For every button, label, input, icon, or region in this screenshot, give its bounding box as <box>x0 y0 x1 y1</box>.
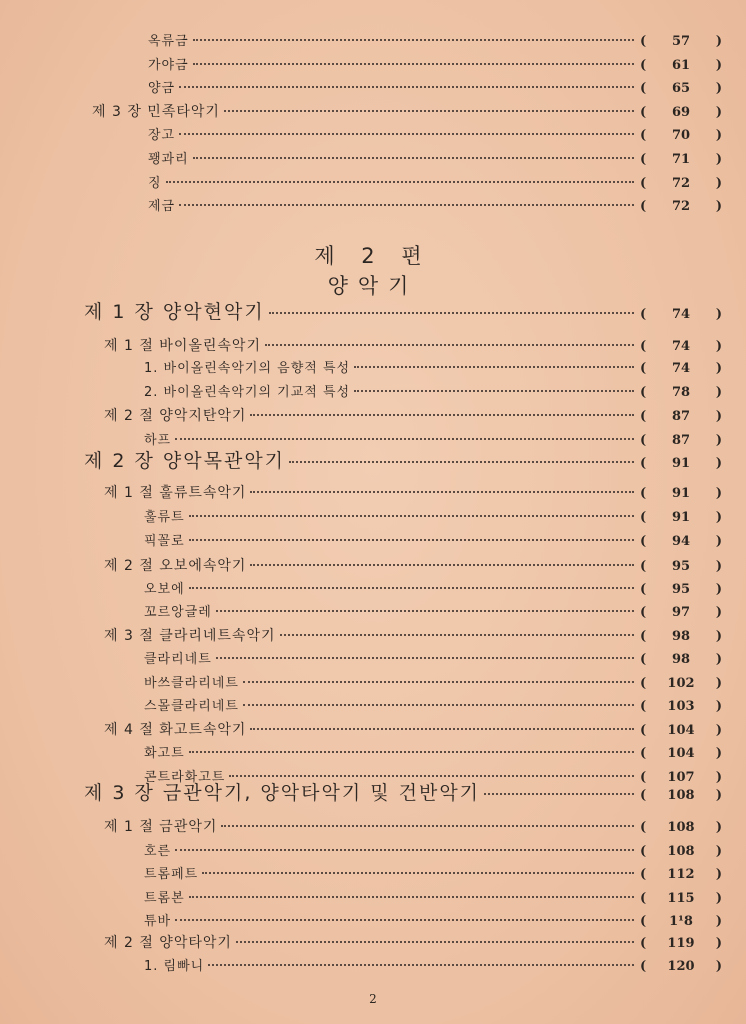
toc-page-ref <box>640 409 722 424</box>
toc-entry-label: 제 1 절 훌류트속악기 <box>104 485 247 501</box>
toc-entry-label: 제 1 장 양악현악기 <box>84 301 265 323</box>
paren-close: ) <box>715 746 722 761</box>
toc-page-ref <box>640 867 722 882</box>
paren-open: ( <box>640 433 647 448</box>
paren-close: ) <box>715 105 722 120</box>
toc-entry <box>84 446 722 473</box>
paren-close: ) <box>715 456 722 471</box>
dot-leader <box>189 539 634 541</box>
toc-entry <box>144 357 722 376</box>
toc-page-ref <box>640 361 722 376</box>
toc-entry <box>144 381 722 400</box>
toc-entry-label: 바쓰클라리네트 <box>144 676 239 691</box>
toc-page-ref <box>640 629 722 644</box>
toc-page-number: 120 <box>667 959 695 974</box>
toc-entry-label: 제 3 장 금관악기, 양악타악기 및 건반악기 <box>84 782 481 804</box>
dot-leader <box>175 849 634 851</box>
toc-entry <box>144 840 722 859</box>
part-number: 제 2 편 <box>314 244 432 268</box>
toc-entry <box>148 148 722 167</box>
dot-leader <box>243 704 634 706</box>
dot-leader <box>179 86 634 88</box>
toc-page-ref <box>640 914 722 929</box>
toc-page-number: 98 <box>671 652 691 667</box>
paren-close: ) <box>715 534 722 549</box>
toc-entry-label: 징 <box>148 176 162 191</box>
paren-open: ( <box>640 339 647 354</box>
toc-page-number: 95 <box>671 559 691 574</box>
paren-open: ( <box>640 629 647 644</box>
paren-open: ( <box>640 723 647 738</box>
toc-page-number: 102 <box>667 676 695 691</box>
toc-page-ref <box>640 746 722 761</box>
dot-leader <box>289 461 634 463</box>
toc-entry <box>104 719 722 739</box>
paren-close: ) <box>715 723 722 738</box>
toc-entry <box>104 555 722 575</box>
part-title: 양악기 <box>327 274 419 298</box>
toc-entry-label: 훌류트 <box>144 510 185 525</box>
toc-page-ref <box>640 307 722 322</box>
toc-page-number: 98 <box>671 629 691 644</box>
toc-page-ref <box>640 176 722 191</box>
toc-entry <box>144 506 722 525</box>
dot-leader <box>189 587 634 589</box>
paren-open: ( <box>640 152 647 167</box>
paren-open: ( <box>640 652 647 667</box>
toc-entry-label: 제 1 절 금관악기 <box>104 819 218 835</box>
paren-close: ) <box>715 959 722 974</box>
dot-leader <box>189 896 634 898</box>
toc-entry-label: 꼬르앙글레 <box>144 605 212 620</box>
paren-close: ) <box>715 891 722 906</box>
paren-close: ) <box>715 199 722 214</box>
toc-page-ref <box>640 456 722 471</box>
toc-page-number: 112 <box>667 867 695 882</box>
toc-entry-label: 제 2 절 양악지탄악기 <box>104 408 247 424</box>
page-number: 2 <box>369 992 377 1006</box>
paren-close: ) <box>715 652 722 667</box>
toc-entry <box>104 335 722 355</box>
paren-open: ( <box>640 58 647 73</box>
toc-page-number: 71 <box>671 152 691 167</box>
toc-entry-label: 제 2 절 양악타악기 <box>104 935 232 951</box>
toc-page-number: 108 <box>667 844 695 859</box>
paren-close: ) <box>715 770 722 785</box>
toc-entry <box>148 30 722 49</box>
dot-leader <box>269 312 634 314</box>
toc-page-ref <box>640 723 722 738</box>
toc-entry-label: 트롬페트 <box>144 867 199 882</box>
toc-entry-label: 가야금 <box>148 58 189 73</box>
paren-open: ( <box>640 844 647 859</box>
toc-entry <box>148 172 722 191</box>
paren-close: ) <box>715 788 722 803</box>
dot-leader <box>250 564 634 566</box>
toc-page-number: 91 <box>671 456 691 471</box>
paren-open: ( <box>640 176 647 191</box>
toc-entry-label: 제 2 장 양악목관악기 <box>84 450 286 472</box>
toc-entry <box>148 54 722 73</box>
paren-close: ) <box>715 559 722 574</box>
toc-entry <box>144 863 722 882</box>
toc-entry <box>144 910 722 929</box>
toc-entry <box>104 625 722 645</box>
toc-page-ref <box>640 788 722 803</box>
paren-close: ) <box>715 385 722 400</box>
toc-entry-label: 화고트 <box>144 746 185 761</box>
toc-page-number: 74 <box>671 307 691 322</box>
toc-entry-label: 옥류금 <box>148 34 189 49</box>
toc-entry <box>104 816 722 836</box>
toc-page-number: 78 <box>671 385 691 400</box>
dot-leader <box>189 515 634 517</box>
toc-page-number: 72 <box>671 176 691 191</box>
toc-page-number: 65 <box>671 81 691 96</box>
toc-page-ref <box>640 128 722 143</box>
paren-open: ( <box>640 486 647 501</box>
paren-close: ) <box>715 844 722 859</box>
paren-open: ( <box>640 105 647 120</box>
toc-entry-label: 오보에 <box>144 582 185 597</box>
toc-entry-label: 픽꼴로 <box>144 534 185 549</box>
paren-open: ( <box>640 891 647 906</box>
dot-leader <box>175 438 634 440</box>
toc-entry-label: 호른 <box>144 844 172 859</box>
dot-leader <box>193 39 634 41</box>
paren-open: ( <box>640 959 647 974</box>
toc-page-number: 91 <box>671 510 691 525</box>
toc-page-ref <box>640 385 722 400</box>
dot-leader <box>250 414 634 416</box>
toc-page-number: 108 <box>667 788 695 803</box>
toc-entry <box>144 695 722 714</box>
toc-page-number: 74 <box>671 361 691 376</box>
toc-entry-label: 콘트라화고트 <box>144 770 226 785</box>
toc-page-ref <box>640 559 722 574</box>
toc-page-ref <box>640 105 722 120</box>
toc-entry-label: 제 3 장 민족타악기 <box>92 104 220 120</box>
paren-open: ( <box>640 582 647 597</box>
dot-leader <box>354 390 634 392</box>
toc-entry <box>144 672 722 691</box>
paren-open: ( <box>640 936 647 951</box>
paren-open: ( <box>640 128 647 143</box>
toc-entry <box>144 578 722 597</box>
toc-entry <box>148 195 722 214</box>
toc-page-ref <box>640 81 722 96</box>
dot-leader <box>280 634 635 636</box>
toc-entry-label: 제 4 절 화고트속악기 <box>104 722 247 738</box>
dot-leader <box>484 793 634 795</box>
toc-page-ref <box>640 510 722 525</box>
paren-open: ( <box>640 534 647 549</box>
dot-leader <box>236 941 634 943</box>
paren-open: ( <box>640 788 647 803</box>
paren-open: ( <box>640 867 647 882</box>
toc-entry <box>144 955 722 974</box>
paren-close: ) <box>715 152 722 167</box>
dot-leader <box>208 964 634 966</box>
dot-leader <box>193 63 634 65</box>
toc-page-number: 87 <box>671 433 691 448</box>
toc-entry-label: 튜바 <box>144 914 172 929</box>
toc-page-ref <box>640 199 722 214</box>
paren-open: ( <box>640 605 647 620</box>
paren-open: ( <box>640 34 647 49</box>
toc-page-number: 72 <box>671 199 691 214</box>
toc-page-number: 57 <box>671 34 691 49</box>
dot-leader <box>216 657 634 659</box>
dot-leader <box>179 204 634 206</box>
toc-entry-label: 트롬본 <box>144 891 185 906</box>
toc-page-ref <box>640 676 722 691</box>
toc-page-number: 70 <box>671 128 691 143</box>
toc-entry-label: 양금 <box>148 81 176 96</box>
toc-page-number: 97 <box>671 605 691 620</box>
toc-entry-label: 제 1 절 바이올린속악기 <box>104 338 261 354</box>
toc-entry <box>148 77 722 96</box>
toc-page-ref <box>640 58 722 73</box>
paren-open: ( <box>640 746 647 761</box>
dot-leader <box>224 110 634 112</box>
toc-page-number: 95 <box>671 582 691 597</box>
paren-close: ) <box>715 936 722 951</box>
paren-close: ) <box>715 510 722 525</box>
toc-page-number: 94 <box>671 534 691 549</box>
paren-close: ) <box>715 128 722 143</box>
paren-close: ) <box>715 433 722 448</box>
dot-leader <box>175 919 634 921</box>
toc-page-number: 108 <box>667 820 695 835</box>
paren-close: ) <box>715 176 722 191</box>
toc-entry <box>144 887 722 906</box>
paren-close: ) <box>715 820 722 835</box>
toc-page-number: 87 <box>671 409 691 424</box>
toc-page-ref <box>640 486 722 501</box>
toc-page-number: 115 <box>667 891 695 906</box>
paren-close: ) <box>715 486 722 501</box>
toc-entry-label: 제 2 절 오보에속악기 <box>104 558 247 574</box>
toc-entry-label: 하프 <box>144 433 172 448</box>
dot-leader <box>202 872 634 874</box>
paren-close: ) <box>715 307 722 322</box>
paren-open: ( <box>640 820 647 835</box>
paren-open: ( <box>640 676 647 691</box>
paren-close: ) <box>715 34 722 49</box>
paren-close: ) <box>715 676 722 691</box>
paren-close: ) <box>715 605 722 620</box>
paren-open: ( <box>640 81 647 96</box>
toc-page-number: 61 <box>671 58 691 73</box>
toc-entry-label: 1. 림빠니 <box>144 959 205 974</box>
toc-page-ref <box>640 339 722 354</box>
dot-leader <box>179 133 634 135</box>
toc-page-ref <box>640 844 722 859</box>
toc-page-number: 104 <box>667 746 695 761</box>
dot-leader <box>354 366 634 368</box>
toc-entry-label: 클라리네트 <box>144 652 212 667</box>
toc-entry-label: 장고 <box>148 128 176 143</box>
toc-entry <box>148 124 722 143</box>
paren-open: ( <box>640 770 647 785</box>
toc-page-number: 1¹8 <box>669 914 693 929</box>
toc-page-ref <box>640 699 722 714</box>
paren-close: ) <box>715 914 722 929</box>
toc-entry <box>92 101 722 121</box>
toc-entry-label: 2. 바이올린속악기의 기교적 특성 <box>144 385 351 400</box>
toc-page-ref <box>640 891 722 906</box>
toc-entry <box>84 297 722 324</box>
toc-page-number: 104 <box>667 723 695 738</box>
paren-open: ( <box>640 510 647 525</box>
dot-leader <box>229 775 634 777</box>
toc-entry-label: 제 3 절 클라리네트속악기 <box>104 628 276 644</box>
dot-leader <box>189 751 634 753</box>
paren-open: ( <box>640 385 647 400</box>
paren-close: ) <box>715 339 722 354</box>
toc-entry <box>144 530 722 549</box>
paren-open: ( <box>640 361 647 376</box>
toc-entry <box>84 778 722 805</box>
paren-close: ) <box>715 58 722 73</box>
toc-page-ref <box>640 652 722 667</box>
paren-close: ) <box>715 361 722 376</box>
toc-entry <box>144 742 722 761</box>
toc-page-number: 91 <box>671 486 691 501</box>
paren-open: ( <box>640 914 647 929</box>
toc-page-ref <box>640 152 722 167</box>
dot-leader <box>250 491 634 493</box>
toc-page-number: 74 <box>671 339 691 354</box>
toc-entry-label: 1. 바이올린속악기의 음향적 특성 <box>144 361 351 376</box>
paren-open: ( <box>640 307 647 322</box>
dot-leader <box>221 825 634 827</box>
dot-leader <box>250 728 634 730</box>
dot-leader <box>193 157 634 159</box>
paren-close: ) <box>715 629 722 644</box>
toc-page-number: 69 <box>671 105 691 120</box>
toc-entry-label: 제금 <box>148 199 176 214</box>
paren-close: ) <box>715 582 722 597</box>
paren-open: ( <box>640 699 647 714</box>
toc-page-number: 107 <box>667 770 695 785</box>
toc-page-number: 119 <box>667 936 695 951</box>
paren-open: ( <box>640 559 647 574</box>
toc-page-ref <box>640 582 722 597</box>
toc-page-ref <box>640 605 722 620</box>
paren-close: ) <box>715 81 722 96</box>
toc-entry <box>104 932 722 952</box>
toc-page-ref <box>640 959 722 974</box>
toc-entry <box>144 648 722 667</box>
dot-leader <box>166 181 634 183</box>
toc-page-ref <box>640 936 722 951</box>
toc-entry <box>144 601 722 620</box>
dot-leader <box>265 344 634 346</box>
paren-open: ( <box>640 456 647 471</box>
toc-page-number: 103 <box>667 699 695 714</box>
toc-entry-label: 꽹과리 <box>148 152 189 167</box>
toc-entry <box>104 405 722 425</box>
toc-page-ref <box>640 34 722 49</box>
paren-close: ) <box>715 867 722 882</box>
toc-entry-label: 스몰클라리네트 <box>144 699 239 714</box>
dot-leader <box>216 610 634 612</box>
paren-close: ) <box>715 409 722 424</box>
toc-page-ref <box>640 534 722 549</box>
paren-open: ( <box>640 199 647 214</box>
toc-page-ref <box>640 820 722 835</box>
dot-leader <box>243 681 634 683</box>
toc-entry <box>104 482 722 502</box>
paren-open: ( <box>640 409 647 424</box>
paren-close: ) <box>715 699 722 714</box>
